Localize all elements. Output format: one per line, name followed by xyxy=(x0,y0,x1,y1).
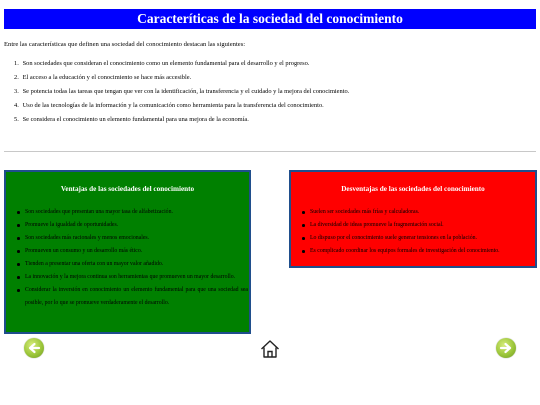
list-number: 4. xyxy=(14,102,19,109)
section-divider xyxy=(4,151,536,152)
advantages-list xyxy=(16,206,248,310)
list-number: 5. xyxy=(14,116,19,123)
list-item: Lo dispuso por el conocimiento suele generar tensiones en la población. xyxy=(301,232,533,245)
list-item: La diversidad de ideas promueve la fragmentación social. xyxy=(301,219,533,232)
list-item-text: Se potencia todas las tareas que tengan que ver con la identificación, la transferencia y el cuidado y la mejora del conocimiento. xyxy=(22,88,350,95)
list-item: La innovación y la mejora continua son herramientas que promueven un mayor desarrollo. xyxy=(16,271,248,284)
list-item: Tienden a presentar una oferta con un mayor valor añadido. xyxy=(16,258,248,271)
list-item: Suelen ser sociedades más frías y calculadoras. xyxy=(301,206,533,219)
list-item: Es complicado coordinar los equipos formales de investigación del conocimiento. xyxy=(301,245,533,258)
characteristics-list xyxy=(14,59,534,129)
list-item-text: El acceso a la educación y el conocimiento se hace más accesible. xyxy=(22,74,192,81)
page-title: Caracteríticas de la sociedad del conocimiento xyxy=(4,9,536,29)
list-item: Promueven un consumo y un desarrollo más ético. xyxy=(16,245,248,258)
list-item: Considerar la inversión en conocimiento un elemento fundamental para que una sociedad sea posible, por lo que se promueve verdaderamente el desarrollo. xyxy=(16,284,248,310)
list-item xyxy=(14,59,534,73)
list-number: 3. xyxy=(14,88,19,95)
list-item-text: Uso de las tecnologías de la información y la comunicación como herramienta para la transferencia del conocimiento. xyxy=(22,102,324,109)
arrow-left-icon xyxy=(27,341,41,355)
advantages-title: Ventajas de las sociedades del conocimiento xyxy=(60,185,195,193)
list-item xyxy=(14,87,534,101)
disadvantages-title: Desventajas de las sociedades del conocimiento xyxy=(341,185,485,193)
list-item: Son sociedades más racionales y menos emocionales. xyxy=(16,232,248,245)
arrow-right-icon xyxy=(499,341,513,355)
list-item xyxy=(14,73,534,87)
next-button[interactable] xyxy=(496,338,516,358)
advantages-panel xyxy=(4,170,251,334)
home-button[interactable] xyxy=(259,338,281,360)
list-item-text: Son sociedades que consideran el conocimiento como un elemento fundamental para el desarrollo y el progreso. xyxy=(22,60,310,67)
list-item-text: Se considera el conocimiento un elemento fundamental para una mejora de la economía. xyxy=(22,116,249,123)
list-number: 1. xyxy=(14,60,19,67)
prev-button[interactable] xyxy=(24,338,44,358)
list-item xyxy=(14,101,534,115)
home-icon xyxy=(259,338,281,360)
list-item: Promueve la igualdad de oportunidades. xyxy=(16,219,248,232)
list-number: 2. xyxy=(14,74,19,81)
disadvantages-panel xyxy=(289,170,537,268)
list-item xyxy=(14,115,534,129)
list-item: Son sociedades que presentan una mayor tasa de alfabetización. xyxy=(16,206,248,219)
disadvantages-list xyxy=(301,206,533,258)
intro-text: Entre las características que definen una sociedad del conocimiento destacan las siguientes: xyxy=(4,41,246,48)
